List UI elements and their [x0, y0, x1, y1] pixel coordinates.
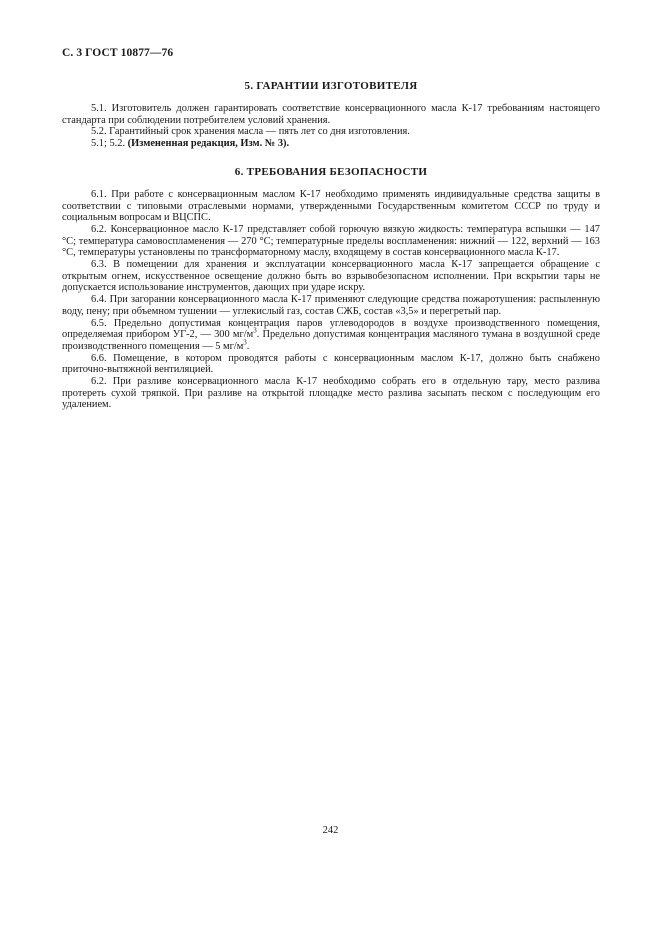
paragraph-6-4: 6.4. При загорании консервационного масла К-17 применяют следующие средства пожаротушения: распыленную воду, пену; при объемном тушении — углекислый газ, состав СЖБ, состав «3,5» и перегретый пар. [62, 294, 600, 317]
paragraph-6-5-part2: . Предельно допустимая концентрация масляного тумана в воздушной среде производственного помещения — 5 мг/м [62, 329, 601, 352]
paragraph-6-7: 6.2. При разливе консервационного масла К-17 необходимо собрать его в отдельную тару, место разлива протереть сухой тряпкой. При разливе на открытой площадке место разлива засыпать песком с последующим его удалением. [62, 376, 600, 411]
paragraph-6-6: 6.6. Помещение, в котором проводятся работы с консервационным маслом К-17, должно быть снабжено приточно-вытяжной вентиляцией. [62, 352, 600, 376]
paragraph-5-1: 5.1. Изготовитель должен гарантировать соответствие консервационного масла К-17 требованиям настоящего стандарта при соблюдении потребителем условий хранения. [62, 103, 600, 126]
page-header: С. 3 ГОСТ 10877—76 [62, 47, 174, 59]
paragraph-5-2: 5.2. Гарантийный срок хранения масла — пять лет со дня изготовления. [91, 126, 410, 138]
amendment-prefix: 5.1; 5.2. [91, 138, 126, 150]
paragraph-6-5-part3: . [246, 340, 250, 352]
page-number: 242 [322, 825, 339, 836]
superscript-cubed: 3 [243, 338, 247, 347]
paragraph-6-2: 6.2. Консервационное масло К-17 представляет собой горючую вязкую жидкость: температура вспышки — 147 °С; температура самовоспламенения — 270 °С; температурные пределы воспламенения: нижний — 122, верхний — 163 °С, температуры установлены по трансформаторному маслу, входящему в состав консервационного масла К-17. [62, 223, 600, 259]
section-5-title: 5. ГАРАНТИИ ИЗГОТОВИТЕЛЯ [244, 80, 418, 92]
superscript-cubed: 3 [253, 326, 257, 335]
amendment-text: (Измененная редакция, Изм. № 3). [127, 138, 290, 150]
paragraph-6-3: 6.3. В помещении для хранения и эксплуатации консервационного масла К-17 запрещается обращение с открытым огнем, искусственное освещение должно быть во взрывобезопасном исполнении. При вскрытии тары не допускается использование инструментов, дающих при ударе искру. [62, 259, 600, 294]
amendment-note [62, 138, 600, 150]
document-body [62, 79, 600, 411]
paragraph-6-5 [62, 318, 600, 353]
paragraph-6-1: 6.1. При работе с консервационным маслом К-17 необходимо применять индивидуальные средства защиты в соответствии с типовыми отраслевыми нормами, утвержденными Государственным комитетом СССР по труду и социальным вопросам и ВЦСПС. [62, 188, 600, 224]
section-6-title: 6. ТРЕБОВАНИЯ БЕЗОПАСНОСТИ [234, 165, 428, 178]
paragraph-6-5-part1: 6.5. Предельно допустимая концентрация паров углеводородов в воздухе производственного помещения, определяемая прибором УГ-2, — 300 мг/м [62, 317, 600, 341]
